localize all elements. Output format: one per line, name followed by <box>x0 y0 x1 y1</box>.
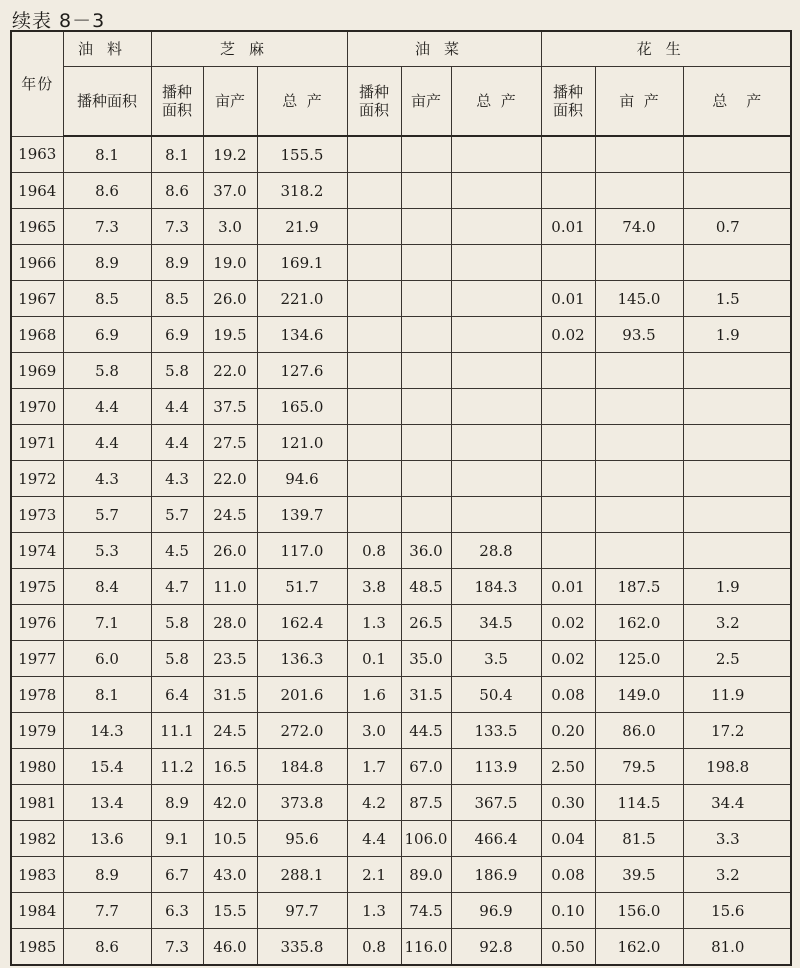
sesame-total-cell: 134.6 <box>257 317 347 353</box>
rape-total-cell: 28.8 <box>451 533 541 569</box>
sesame-total-cell: 373.8 <box>257 785 347 821</box>
year-cell: 1984 <box>11 893 63 929</box>
table-row <box>11 857 791 893</box>
rape-area-cell: 3.0 <box>347 713 401 749</box>
oil-area-cell: 7.1 <box>63 605 151 641</box>
sesame-area-cell: 5.8 <box>151 605 203 641</box>
rape-total-cell <box>451 245 541 281</box>
oil-area-cell: 8.1 <box>63 677 151 713</box>
peanut-total-cell: 1.9 <box>683 569 791 605</box>
sesame-yield-cell: 15.5 <box>203 893 257 929</box>
rape-total-cell <box>451 281 541 317</box>
rape-yield-cell <box>401 497 451 533</box>
rape-area-cell: 1.7 <box>347 749 401 785</box>
year-cell: 1969 <box>11 353 63 389</box>
peanut-total-cell <box>683 497 791 533</box>
peanut-area-cell <box>541 136 595 173</box>
year-cell: 1978 <box>11 677 63 713</box>
rape-yield-cell <box>401 461 451 497</box>
rape-area-cell: 1.3 <box>347 605 401 641</box>
header-sesame-yield: 亩产 <box>203 67 257 137</box>
year-cell: 1975 <box>11 569 63 605</box>
year-cell: 1974 <box>11 533 63 569</box>
rape-yield-cell <box>401 425 451 461</box>
peanut-area-cell: 0.08 <box>541 857 595 893</box>
peanut-area-cell: 0.01 <box>541 569 595 605</box>
rape-area-cell <box>347 209 401 245</box>
sesame-yield-cell: 31.5 <box>203 677 257 713</box>
peanut-total-cell: 34.4 <box>683 785 791 821</box>
peanut-area-cell: 0.02 <box>541 317 595 353</box>
sesame-total-cell: 335.8 <box>257 929 347 966</box>
peanut-yield-cell: 86.0 <box>595 713 683 749</box>
oil-area-cell: 8.9 <box>63 245 151 281</box>
year-cell: 1964 <box>11 173 63 209</box>
rape-total-cell: 184.3 <box>451 569 541 605</box>
sesame-total-cell: 201.6 <box>257 677 347 713</box>
table-row <box>11 569 791 605</box>
peanut-yield-cell: 39.5 <box>595 857 683 893</box>
rape-total-cell <box>451 425 541 461</box>
header-peanut: 花生 <box>541 31 791 67</box>
sesame-total-cell: 169.1 <box>257 245 347 281</box>
sesame-area-cell: 5.8 <box>151 641 203 677</box>
rape-area-cell: 0.8 <box>347 533 401 569</box>
peanut-total-cell: 17.2 <box>683 713 791 749</box>
table-row <box>11 713 791 749</box>
peanut-yield-cell: 114.5 <box>595 785 683 821</box>
rape-area-cell <box>347 353 401 389</box>
rape-total-cell: 186.9 <box>451 857 541 893</box>
peanut-area-cell <box>541 533 595 569</box>
rape-total-cell <box>451 389 541 425</box>
table-row <box>11 353 791 389</box>
oil-area-cell: 8.5 <box>63 281 151 317</box>
peanut-area-cell: 0.50 <box>541 929 595 966</box>
rape-yield-cell: 106.0 <box>401 821 451 857</box>
peanut-yield-cell <box>595 461 683 497</box>
sesame-total-cell: 139.7 <box>257 497 347 533</box>
peanut-area-cell: 0.10 <box>541 893 595 929</box>
sesame-total-cell: 272.0 <box>257 713 347 749</box>
sesame-yield-cell: 24.5 <box>203 713 257 749</box>
rape-yield-cell <box>401 173 451 209</box>
peanut-total-cell <box>683 245 791 281</box>
table-row <box>11 281 791 317</box>
rape-total-cell <box>451 317 541 353</box>
peanut-yield-cell: 145.0 <box>595 281 683 317</box>
sesame-area-cell: 6.3 <box>151 893 203 929</box>
year-cell: 1965 <box>11 209 63 245</box>
sesame-yield-cell: 22.0 <box>203 461 257 497</box>
sesame-area-cell: 8.9 <box>151 785 203 821</box>
sesame-yield-cell: 22.0 <box>203 353 257 389</box>
header-sesame: 芝麻 <box>151 31 347 67</box>
year-cell: 1967 <box>11 281 63 317</box>
table-row <box>11 677 791 713</box>
sesame-area-cell: 6.7 <box>151 857 203 893</box>
rape-area-cell <box>347 461 401 497</box>
peanut-total-cell <box>683 389 791 425</box>
peanut-yield-cell: 125.0 <box>595 641 683 677</box>
oil-area-cell: 13.6 <box>63 821 151 857</box>
peanut-area-cell <box>541 389 595 425</box>
rape-area-cell <box>347 497 401 533</box>
rape-area-cell <box>347 245 401 281</box>
sesame-area-cell: 11.1 <box>151 713 203 749</box>
peanut-total-cell: 81.0 <box>683 929 791 966</box>
table-row <box>11 785 791 821</box>
rape-yield-cell: 74.5 <box>401 893 451 929</box>
peanut-area-cell <box>541 245 595 281</box>
rape-yield-cell <box>401 136 451 173</box>
rape-area-cell: 0.1 <box>347 641 401 677</box>
table-row <box>11 749 791 785</box>
oil-area-cell: 8.4 <box>63 569 151 605</box>
sesame-total-cell: 162.4 <box>257 605 347 641</box>
peanut-total-cell <box>683 136 791 173</box>
sesame-total-cell: 117.0 <box>257 533 347 569</box>
rape-yield-cell: 44.5 <box>401 713 451 749</box>
year-cell: 1976 <box>11 605 63 641</box>
sesame-yield-cell: 42.0 <box>203 785 257 821</box>
peanut-yield-cell <box>595 353 683 389</box>
peanut-yield-cell: 81.5 <box>595 821 683 857</box>
rape-area-cell: 1.6 <box>347 677 401 713</box>
oil-crops-table <box>10 30 792 966</box>
sesame-area-cell: 4.4 <box>151 389 203 425</box>
peanut-yield-cell: 162.0 <box>595 605 683 641</box>
peanut-yield-cell <box>595 173 683 209</box>
rape-yield-cell: 48.5 <box>401 569 451 605</box>
peanut-yield-cell <box>595 245 683 281</box>
rape-area-cell: 4.4 <box>347 821 401 857</box>
table-row <box>11 317 791 353</box>
peanut-area-cell <box>541 425 595 461</box>
sesame-area-cell: 9.1 <box>151 821 203 857</box>
peanut-yield-cell: 162.0 <box>595 929 683 966</box>
table-row <box>11 425 791 461</box>
peanut-yield-cell: 74.0 <box>595 209 683 245</box>
oil-area-cell: 15.4 <box>63 749 151 785</box>
sesame-area-cell: 8.5 <box>151 281 203 317</box>
rape-total-cell <box>451 461 541 497</box>
table-row <box>11 641 791 677</box>
rape-area-cell: 3.8 <box>347 569 401 605</box>
header-rape-total: 总 产 <box>451 67 541 137</box>
rape-area-cell: 0.8 <box>347 929 401 966</box>
rape-total-cell: 133.5 <box>451 713 541 749</box>
sesame-total-cell: 318.2 <box>257 173 347 209</box>
peanut-area-cell: 0.30 <box>541 785 595 821</box>
rape-total-cell: 3.5 <box>451 641 541 677</box>
sesame-total-cell: 21.9 <box>257 209 347 245</box>
peanut-area-cell <box>541 497 595 533</box>
rape-area-cell <box>347 281 401 317</box>
sesame-yield-cell: 10.5 <box>203 821 257 857</box>
rape-yield-cell: 87.5 <box>401 785 451 821</box>
peanut-total-cell: 2.5 <box>683 641 791 677</box>
sesame-yield-cell: 37.0 <box>203 173 257 209</box>
peanut-yield-cell: 187.5 <box>595 569 683 605</box>
peanut-total-cell: 11.9 <box>683 677 791 713</box>
oil-area-cell: 8.1 <box>63 136 151 173</box>
peanut-total-cell: 3.2 <box>683 605 791 641</box>
rape-yield-cell <box>401 245 451 281</box>
rape-total-cell: 50.4 <box>451 677 541 713</box>
rape-area-cell: 2.1 <box>347 857 401 893</box>
oil-area-cell: 13.4 <box>63 785 151 821</box>
sesame-yield-cell: 16.5 <box>203 749 257 785</box>
peanut-area-cell: 0.04 <box>541 821 595 857</box>
peanut-area-cell: 0.02 <box>541 605 595 641</box>
peanut-yield-cell <box>595 389 683 425</box>
sesame-yield-cell: 3.0 <box>203 209 257 245</box>
oil-area-cell: 4.4 <box>63 425 151 461</box>
sesame-area-cell: 4.5 <box>151 533 203 569</box>
oil-area-cell: 8.6 <box>63 929 151 966</box>
year-cell: 1968 <box>11 317 63 353</box>
rape-area-cell <box>347 173 401 209</box>
oil-area-cell: 4.3 <box>63 461 151 497</box>
table-row <box>11 893 791 929</box>
sesame-yield-cell: 43.0 <box>203 857 257 893</box>
peanut-area-cell: 0.20 <box>541 713 595 749</box>
header-peanut-yield: 亩 产 <box>595 67 683 137</box>
table-row <box>11 605 791 641</box>
rape-yield-cell: 35.0 <box>401 641 451 677</box>
sesame-total-cell: 51.7 <box>257 569 347 605</box>
peanut-yield-cell: 79.5 <box>595 749 683 785</box>
rape-area-cell <box>347 425 401 461</box>
year-cell: 1973 <box>11 497 63 533</box>
rape-total-cell: 92.8 <box>451 929 541 966</box>
rape-total-cell: 367.5 <box>451 785 541 821</box>
table-header <box>11 31 791 136</box>
rape-yield-cell: 67.0 <box>401 749 451 785</box>
sesame-total-cell: 136.3 <box>257 641 347 677</box>
peanut-total-cell <box>683 461 791 497</box>
sesame-area-cell: 11.2 <box>151 749 203 785</box>
peanut-yield-cell: 149.0 <box>595 677 683 713</box>
peanut-yield-cell <box>595 136 683 173</box>
year-cell: 1970 <box>11 389 63 425</box>
oil-area-cell: 4.4 <box>63 389 151 425</box>
sesame-area-cell: 5.8 <box>151 353 203 389</box>
year-cell: 1977 <box>11 641 63 677</box>
peanut-area-cell <box>541 353 595 389</box>
table-row <box>11 461 791 497</box>
peanut-total-cell: 3.3 <box>683 821 791 857</box>
oil-area-cell: 5.3 <box>63 533 151 569</box>
rape-area-cell <box>347 389 401 425</box>
sesame-yield-cell: 28.0 <box>203 605 257 641</box>
oil-area-cell: 8.6 <box>63 173 151 209</box>
sesame-total-cell: 184.8 <box>257 749 347 785</box>
rape-yield-cell: 89.0 <box>401 857 451 893</box>
rape-total-cell: 466.4 <box>451 821 541 857</box>
sesame-total-cell: 165.0 <box>257 389 347 425</box>
rape-yield-cell <box>401 209 451 245</box>
header-rape-area: 播种 面积 <box>347 67 401 137</box>
sesame-yield-cell: 24.5 <box>203 497 257 533</box>
table-row <box>11 245 791 281</box>
peanut-area-cell: 2.50 <box>541 749 595 785</box>
table-row <box>11 389 791 425</box>
peanut-yield-cell: 93.5 <box>595 317 683 353</box>
year-cell: 1972 <box>11 461 63 497</box>
sesame-yield-cell: 27.5 <box>203 425 257 461</box>
peanut-area-cell: 0.08 <box>541 677 595 713</box>
table-body <box>11 136 791 965</box>
rape-yield-cell <box>401 353 451 389</box>
rape-total-cell: 113.9 <box>451 749 541 785</box>
rape-total-cell: 34.5 <box>451 605 541 641</box>
rape-total-cell <box>451 136 541 173</box>
sesame-yield-cell: 46.0 <box>203 929 257 966</box>
sesame-area-cell: 7.3 <box>151 209 203 245</box>
peanut-total-cell <box>683 353 791 389</box>
sesame-area-cell: 4.4 <box>151 425 203 461</box>
oil-area-cell: 14.3 <box>63 713 151 749</box>
sesame-area-cell: 6.9 <box>151 317 203 353</box>
peanut-total-cell: 198.8 <box>683 749 791 785</box>
sesame-area-cell: 8.1 <box>151 136 203 173</box>
rape-yield-cell <box>401 317 451 353</box>
year-cell: 1979 <box>11 713 63 749</box>
sesame-total-cell: 127.6 <box>257 353 347 389</box>
year-cell: 1982 <box>11 821 63 857</box>
sesame-yield-cell: 19.5 <box>203 317 257 353</box>
sesame-yield-cell: 19.2 <box>203 136 257 173</box>
oil-area-cell: 5.7 <box>63 497 151 533</box>
peanut-area-cell: 0.02 <box>541 641 595 677</box>
peanut-yield-cell <box>595 425 683 461</box>
sesame-area-cell: 7.3 <box>151 929 203 966</box>
table-row <box>11 929 791 966</box>
sesame-total-cell: 221.0 <box>257 281 347 317</box>
sesame-total-cell: 121.0 <box>257 425 347 461</box>
peanut-area-cell <box>541 173 595 209</box>
table-row <box>11 209 791 245</box>
peanut-yield-cell <box>595 497 683 533</box>
sesame-total-cell: 288.1 <box>257 857 347 893</box>
header-rape-yield: 亩产 <box>401 67 451 137</box>
peanut-total-cell: 15.6 <box>683 893 791 929</box>
sesame-yield-cell: 19.0 <box>203 245 257 281</box>
rape-yield-cell <box>401 281 451 317</box>
table-caption: 续表 8－3 <box>12 10 106 32</box>
sesame-area-cell: 5.7 <box>151 497 203 533</box>
table-row <box>11 497 791 533</box>
rape-area-cell: 1.3 <box>347 893 401 929</box>
rape-total-cell <box>451 353 541 389</box>
sesame-area-cell: 4.3 <box>151 461 203 497</box>
peanut-total-cell: 3.2 <box>683 857 791 893</box>
year-cell: 1981 <box>11 785 63 821</box>
rape-total-cell <box>451 209 541 245</box>
rape-total-cell <box>451 173 541 209</box>
rape-yield-cell: 26.5 <box>401 605 451 641</box>
sesame-yield-cell: 26.0 <box>203 533 257 569</box>
table-row <box>11 173 791 209</box>
rape-total-cell: 96.9 <box>451 893 541 929</box>
peanut-area-cell <box>541 461 595 497</box>
table-row <box>11 136 791 173</box>
oil-area-cell: 7.3 <box>63 209 151 245</box>
year-cell: 1980 <box>11 749 63 785</box>
peanut-total-cell <box>683 425 791 461</box>
year-cell: 1971 <box>11 425 63 461</box>
peanut-area-cell: 0.01 <box>541 281 595 317</box>
table-row <box>11 821 791 857</box>
oil-area-cell: 5.8 <box>63 353 151 389</box>
rape-yield-cell: 36.0 <box>401 533 451 569</box>
peanut-yield-cell <box>595 533 683 569</box>
sesame-area-cell: 4.7 <box>151 569 203 605</box>
oil-area-cell: 7.7 <box>63 893 151 929</box>
sesame-yield-cell: 37.5 <box>203 389 257 425</box>
year-cell: 1985 <box>11 929 63 966</box>
peanut-total-cell: 1.9 <box>683 317 791 353</box>
sesame-total-cell: 155.5 <box>257 136 347 173</box>
rape-total-cell <box>451 497 541 533</box>
header-year: 年份 <box>11 31 63 136</box>
sesame-yield-cell: 23.5 <box>203 641 257 677</box>
header-sesame-total: 总 产 <box>257 67 347 137</box>
rape-yield-cell: 31.5 <box>401 677 451 713</box>
oil-area-cell: 6.0 <box>63 641 151 677</box>
header-peanut-area: 播种 面积 <box>541 67 595 137</box>
sesame-area-cell: 8.6 <box>151 173 203 209</box>
year-cell: 1963 <box>11 136 63 173</box>
peanut-total-cell <box>683 533 791 569</box>
peanut-total-cell: 0.7 <box>683 209 791 245</box>
peanut-area-cell: 0.01 <box>541 209 595 245</box>
table-row <box>11 533 791 569</box>
header-oil-area: 播种面积 <box>63 67 151 137</box>
header-oil: 油料 <box>63 31 151 67</box>
sesame-area-cell: 8.9 <box>151 245 203 281</box>
rape-yield-cell <box>401 389 451 425</box>
peanut-total-cell <box>683 173 791 209</box>
sesame-yield-cell: 26.0 <box>203 281 257 317</box>
sesame-area-cell: 6.4 <box>151 677 203 713</box>
sesame-total-cell: 97.7 <box>257 893 347 929</box>
sesame-total-cell: 94.6 <box>257 461 347 497</box>
peanut-yield-cell: 156.0 <box>595 893 683 929</box>
rape-area-cell: 4.2 <box>347 785 401 821</box>
header-rapeseed: 油菜 <box>347 31 541 67</box>
header-peanut-total: 总 产 <box>683 67 791 137</box>
sesame-total-cell: 95.6 <box>257 821 347 857</box>
rape-area-cell <box>347 317 401 353</box>
year-cell: 1983 <box>11 857 63 893</box>
header-sesame-area: 播种 面积 <box>151 67 203 137</box>
rape-area-cell <box>347 136 401 173</box>
oil-area-cell: 6.9 <box>63 317 151 353</box>
oil-area-cell: 8.9 <box>63 857 151 893</box>
year-cell: 1966 <box>11 245 63 281</box>
sesame-yield-cell: 11.0 <box>203 569 257 605</box>
rape-yield-cell: 116.0 <box>401 929 451 966</box>
peanut-total-cell: 1.5 <box>683 281 791 317</box>
